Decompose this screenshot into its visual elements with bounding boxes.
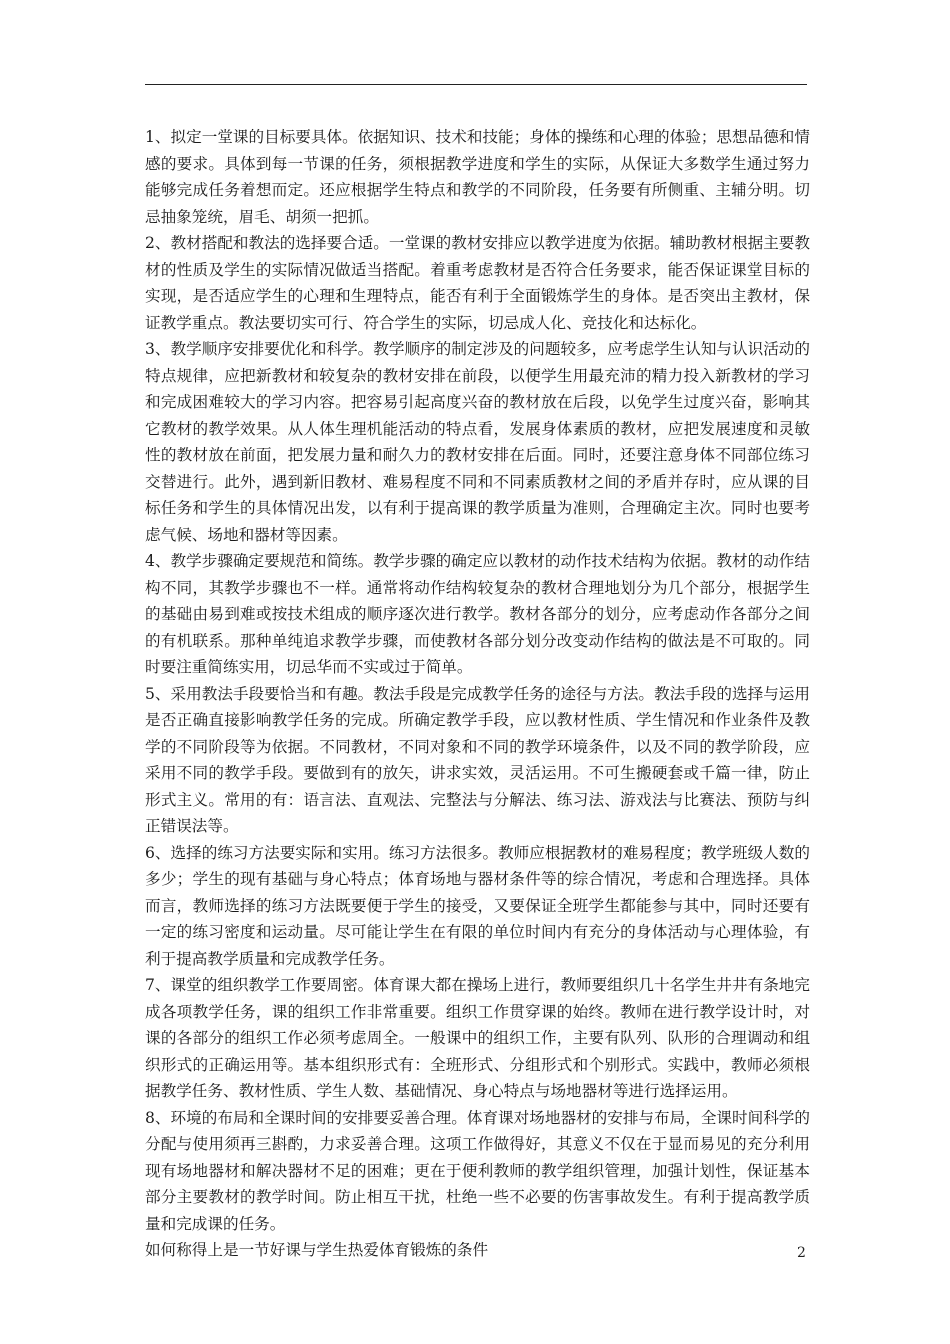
page-number: 2 <box>797 1245 806 1261</box>
paragraph-5: 5、采用教法手段要恰当和有趣。教法手段是完成教学任务的途径与方法。教法手段的选择与运用是否正确直接影响教学任务的完成。所确定教学手段，应以教材性质、学生情况和作业条件及教学的不同阶段等为依据。不同教材，不同对象和不同的教学环境条件，以及不同的教学阶段，应采用不同的教学手段。要做到有的放矢，讲求实效，灵活运用。不可生搬硬套或千篇一律，防止形式主义。常用的有：语言法、直观法、完整法与分解法、练习法、游戏法与比赛法、预防与纠正错误法等。 <box>145 684 810 835</box>
header-rule <box>145 84 807 85</box>
document-body <box>145 124 810 1264</box>
paragraph-4: 4、教学步骤确定要规范和简练。教学步骤的确定应以教材的动作技术结构为依据。教材的动作结构不同，其教学步骤也不一样。通常将动作结构较复杂的教材合理地划分为几个部分，根据学生的基础由易到难或按技术组成的顺序逐次进行教学。教材各部分的划分，应考虑动作各部分之间的有机联系。那种单纯追求教学步骤，而使教材各部分划分改变动作结构的做法是不可取的。同时要注重简练实用，切忌华而不实或过于简单。 <box>145 552 810 676</box>
paragraph-2: 2、教材搭配和教法的选择要合适。一堂课的教材安排应以教学进度为依据。辅助教材根据主要教材的性质及学生的实际情况做适当搭配。着重考虑教材是否符合任务要求，能否保证课堂目标的实现，是否适应学生的心理和生理特点，能否有利于全面锻炼学生的身体。是否突出主教材，保证教学重点。教法要切实可行、符合学生的实际，切忌成人化、竞技化和达标化。 <box>145 234 810 332</box>
paragraph-1: 1、拟定一堂课的目标要具体。依据知识、技术和技能；身体的操练和心理的体验；思想品德和情感的要求。具体到每一节课的任务，须根据教学进度和学生的实际，从保证大多数学生通过努力能够完成任务着想而定。还应根据学生特点和教学的不同阶段，任务要有所侧重、主辅分明。切忌抽象笼统，眉毛、胡须一把抓。 <box>145 128 810 226</box>
paragraph-6: 6、选择的练习方法要实际和实用。练习方法很多。教师应根据教材的难易程度；教学班级人数的多少；学生的现有基础与身心特点；体育场地与器材条件等的综合情况，考虑和合理选择。具体而言，教师选择的练习方法既要便于学生的接受，又要保证全班学生都能参与其中，同时还要有一定的练习密度和运动量。尽可能让学生在有限的单位时间内有充分的身体活动与心理体验，有利于提高教学质量和完成教学任务。 <box>145 843 810 968</box>
paragraph-8: 8、环境的布局和全课时间的安排要妥善合理。体育课对场地器材的安排与布局，全课时间科学的分配与使用须再三斟酌，力求妥善合理。这项工作做得好，其意义不仅在于显而易见的充分利用现有场地器材和解决器材不足的困难；更在于便利教师的教学组织管理，加强计划性，保证基本部分主要教材的教学时间。防止相互干扰，杜绝一些不必要的伤害事故发生。有利于提高教学质量和完成课的任务。 <box>145 1108 810 1233</box>
paragraph-3: 3、教学顺序安排要优化和科学。教学顺序的制定涉及的问题较多，应考虑学生认知与认识活动的特点规律，应把新教材和较复杂的教材安排在前段，以便学生用最充沛的精力投入新教材的学习和完成困难较大的学习内容。把容易引起高度兴奋的教材放在后段，以免学生过度兴奋，影响其它教材的教学效果。从人体生理机能活动的特点看，发展身体素质的教材，应把发展速度和灵敏性的教材放在前面，把发展力量和耐久力的教材安排在后面。同时，还要注意身体不同部位练习交替进行。此外，遇到新旧教材、难易程度不同和不同素质教材之间的矛盾并存时，应从课的目标任务和学生的具体情况出发，以有利于提高课的教学质量为准则，合理确定主次。同时也要考虑气候、场地和器材等因素。 <box>145 340 810 544</box>
closing-heading: 如何称得上是一节好课与学生热爱体育锻炼的条件 <box>145 1241 489 1259</box>
paragraph-7: 7、课堂的组织教学工作要周密。体育课大都在操场上进行，教师要组织几十名学生井井有条地完成各项教学任务，课的组织工作非常重要。组织工作贯穿课的始终。教师在进行教学设计时，对课的各部分的组织工作必须考虑周全。一般课中的组织工作，主要有队列、队形的合理调动和组织形式的正确运用等。基本组织形式有：全班形式、分组形式和个别形式。实践中，教师必须根据教学任务、教材性质、学生人数、基础情况、身心特点与场地器材等进行选择运用。 <box>145 976 810 1100</box>
